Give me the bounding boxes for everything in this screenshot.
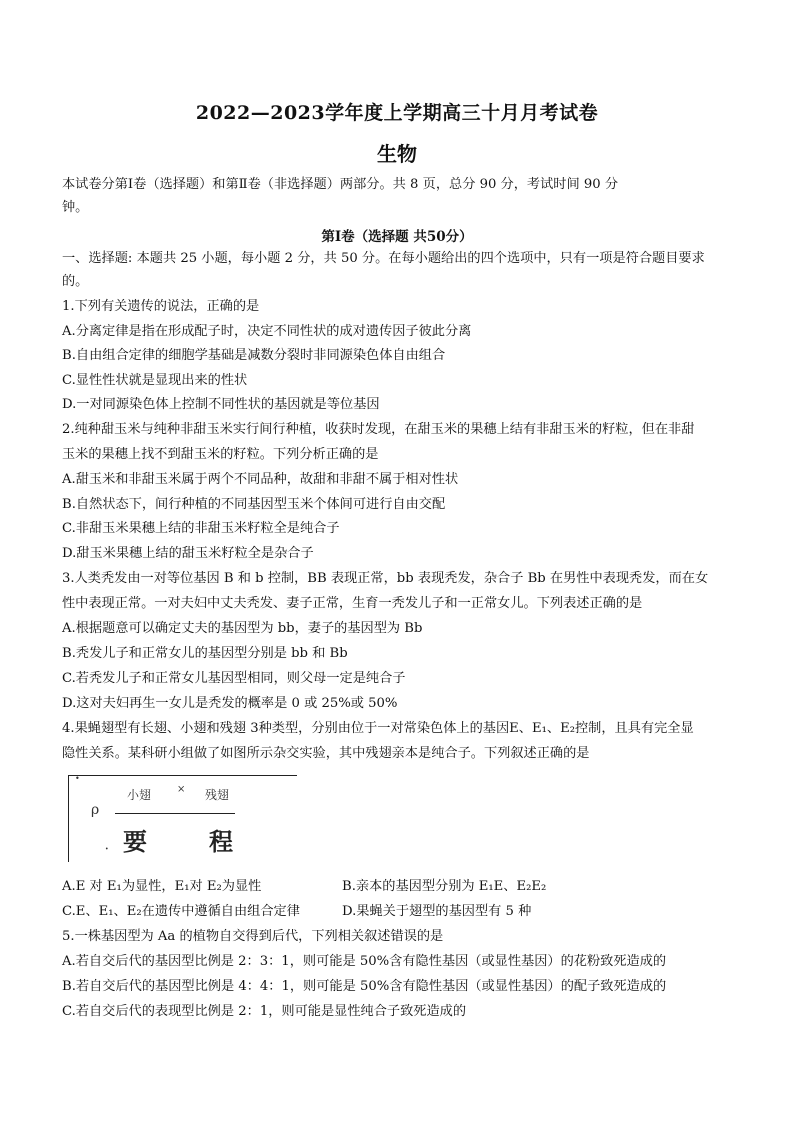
figure-char-right: 程 — [209, 827, 233, 856]
instruction-line-1: 一、选择题: 本题共 25 小题，每小题 2 分，共 50 分。在每小题给出的四个选项中，只有一项是符合题目要求 — [62, 251, 705, 266]
q4-stem-2: 隐性关系。某科研小组做了如图所示杂交实验，其中残翅亲本是纯合子。下列叙述正确的是 — [62, 746, 590, 761]
q1-option-d: D.一对同源染色体上控制不同性状的基因就是等位基因 — [62, 397, 380, 412]
q3-stem-1: 3.人类秃发由一对等位基因 B 和 b 控制，BB 表现正常，bb 表现秃发，杂合子 Bb 在男性中表现秃发，而在女 — [62, 571, 709, 586]
instruction-line-2: 的。 — [62, 274, 89, 289]
figure-label-small-wing: 小翅 — [127, 788, 152, 802]
exam-title: 2022—2023学年度上学期高三十月月考试卷 — [195, 102, 599, 124]
figure-dot-small: • — [105, 846, 109, 853]
cross-experiment-figure — [68, 775, 297, 862]
q2-stem-2: 玉米的果穗上找不到甜玉米的籽粒。下列分析正确的是 — [62, 447, 379, 462]
q2-stem-1: 2.纯种甜玉米与纯种非甜玉米实行间行种植，收获时发现，在甜玉米的果穗上结有非甜玉米的籽粒，但在非甜 — [62, 422, 695, 437]
figure-cross-line — [115, 813, 235, 814]
q3-option-d: D.这对夫妇再生一女儿是秃发的概率是 0 或 25%或 50% — [62, 696, 398, 711]
subject-title: 生物 — [377, 142, 417, 166]
figure-char-left: 要 — [123, 827, 147, 856]
figure-cross-symbol: × — [177, 784, 186, 795]
q4-stem-1: 4.果蝇翅型有长翅、小翅和残翅 3种类型，分别由位于一对常染色体上的基因E、E₁、E₂控制，且具有完全显 — [62, 721, 694, 736]
q2-option-c: C.非甜玉米果穗上结的非甜玉米籽粒全是纯合子 — [62, 521, 340, 536]
q1-option-a: A.分离定律是指在形成配子时，决定不同性状的成对遗传因子彼此分离 — [62, 324, 472, 339]
q1-option-c: C.显性性状就是显现出来的性状 — [62, 373, 248, 388]
q2-option-b: B.自然状态下，间行种植的不同基因型玉米个体间可进行自由交配 — [62, 497, 446, 512]
q4-option-d: D.果蝇关于翅型的基因型有 5 种 — [342, 904, 532, 919]
q2-option-a: A.甜玉米和非甜玉米属于两个不同品种，故甜和非甜不属于相对性状 — [62, 472, 459, 487]
q4-option-b: B.亲本的基因型分别为 E₁E、E₂E₂ — [342, 879, 547, 894]
intro-line-1: 本试卷分第Ⅰ卷（选择题）和第Ⅱ卷（非选择题）两部分。共 8 页，总分 90 分，考试时间 90 分 — [62, 177, 619, 192]
q5-stem: 5.一株基因型为 Aa 的植物自交得到后代，下列相关叙述错误的是 — [62, 929, 444, 944]
q5-option-a: A.若自交后代的基因型比例是 2：3：1，则可能是 50%含有隐性基因（或显性基因）的花粉致死造成的 — [62, 954, 667, 969]
figure-dot-marker: • — [75, 774, 80, 783]
figure-label-vestigial-wing: 残翅 — [205, 788, 230, 802]
figure-female-mark: ρ — [91, 802, 100, 818]
q4-option-c: C.E、E₁、E₂在遗传中遵循自由组合定律 — [62, 904, 300, 919]
q4-option-a: A.E 对 E₁为显性，E₁对 E₂为显性 — [62, 879, 262, 894]
q5-option-c: C.若自交后代的表现型比例是 2：1，则可能是显性纯合子致死造成的 — [62, 1004, 467, 1019]
q3-option-b: B.秃发儿子和正常女儿的基因型分别是 bb 和 Bb — [62, 646, 348, 661]
q5-option-b: B.若自交后代的基因型比例是 4：4：1，则可能是 50%含有隐性基因（或显性基因）的配子致死造成的 — [62, 979, 667, 994]
q3-stem-2: 性中表现正常。一对夫妇中丈夫秃发、妻子正常，生育一秃发儿子和一正常女儿。下列表述正确的是 — [62, 596, 643, 611]
q1-option-b: B.自由组合定律的细胞学基础是减数分裂时非同源染色体自由组合 — [62, 348, 446, 363]
q2-option-d: D.甜玉米果穗上结的甜玉米籽粒全是杂合子 — [62, 546, 314, 561]
intro-line-2: 钟。 — [62, 200, 89, 215]
q3-option-c: C.若秃发儿子和正常女儿基因型相同，则父母一定是纯合子 — [62, 671, 406, 686]
q3-option-a: A.根据题意可以确定丈夫的基因型为 bb，妻子的基因型为 Bb — [62, 621, 423, 636]
q1-stem: 1.下列有关遗传的说法，正确的是 — [62, 299, 260, 314]
section-heading: 第Ⅰ卷（选择题 共50分） — [321, 229, 473, 245]
